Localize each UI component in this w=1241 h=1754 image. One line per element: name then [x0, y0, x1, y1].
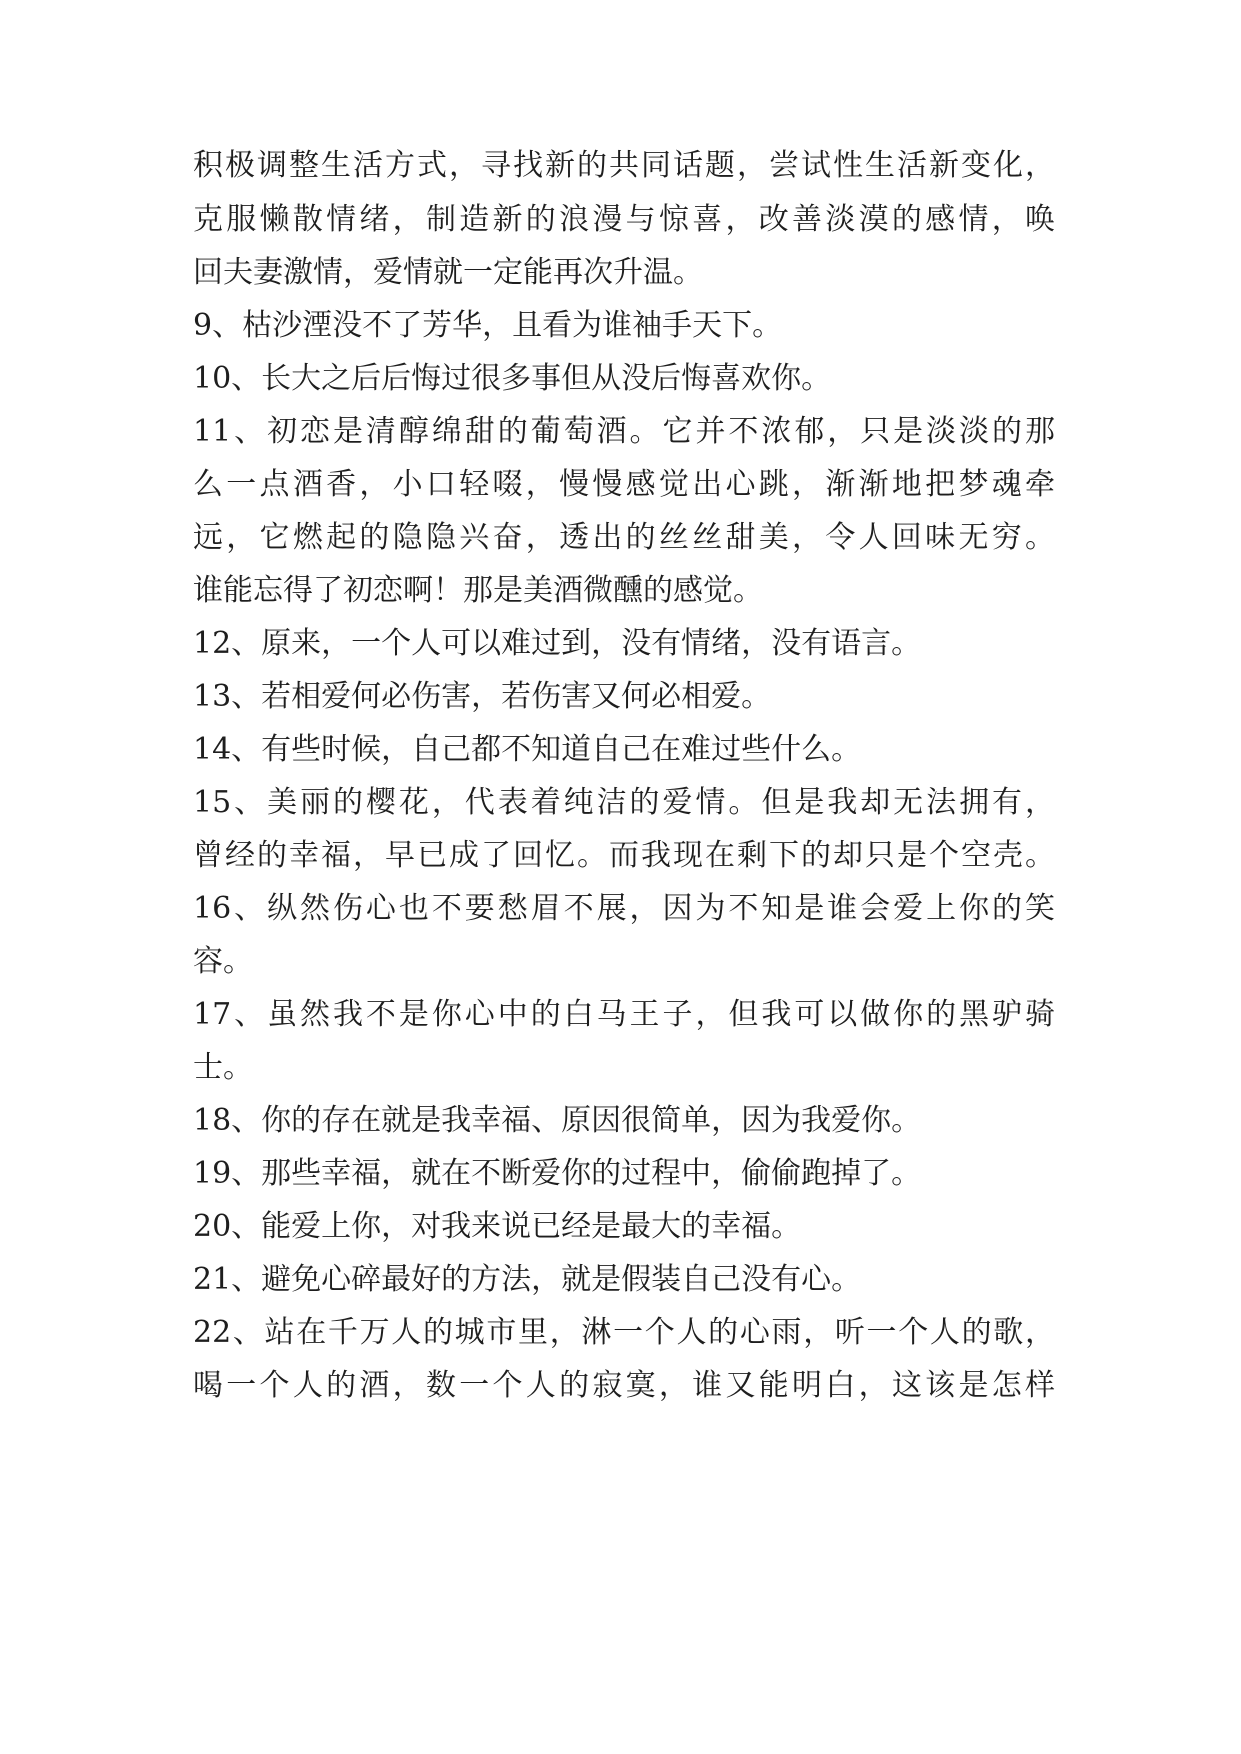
text-line: 19、那些幸福，就在不断爱你的过程中，偷偷跑掉了。	[193, 1156, 922, 1191]
text-line: 谁能忘得了初恋啊！那是美酒微醺的感觉。	[193, 573, 763, 608]
text-line: 22、站在千万人的城市里，淋一个人的心雨，听一个人的歌，	[193, 1315, 1055, 1350]
text-line: 积极调整生活方式，寻找新的共同话题，尝试性生活新变化，	[193, 148, 1055, 183]
text-line: 远，它燃起的隐隐兴奋，透出的丝丝甜美，令人回味无穷。	[193, 520, 1055, 555]
text-line: 喝一个人的酒，数一个人的寂寞，谁又能明白，这该是怎样	[193, 1368, 1055, 1403]
text-line: 容。	[193, 944, 253, 979]
text-line: 20、能爱上你，对我来说已经是最大的幸福。	[193, 1209, 802, 1244]
text-line: 么一点酒香，小口轻啜，慢慢感觉出心跳，渐渐地把梦魂牵	[193, 467, 1055, 502]
text-line: 18、你的存在就是我幸福、原因很简单，因为我爱你。	[193, 1103, 922, 1138]
text-line: 17、虽然我不是你心中的白马王子，但我可以做你的黑驴骑	[193, 997, 1055, 1032]
text-line: 回夫妻激情，爱情就一定能再次升温。	[193, 255, 703, 290]
text-line: 10、长大之后后悔过很多事但从没后悔喜欢你。	[193, 361, 832, 396]
text-line: 16、纵然伤心也不要愁眉不展，因为不知是谁会爱上你的笑	[193, 891, 1055, 926]
text-line: 曾经的幸福，早已成了回忆。而我现在剩下的却只是个空壳。	[193, 838, 1055, 873]
text-line: 14、有些时候，自己都不知道自己在难过些什么。	[193, 732, 862, 767]
text-line: 15、美丽的樱花，代表着纯洁的爱情。但是我却无法拥有，	[193, 785, 1055, 820]
text-line: 士。	[193, 1050, 253, 1085]
text-line: 13、若相爱何必伤害，若伤害又何必相爱。	[193, 679, 772, 714]
text-line: 12、原来，一个人可以难过到，没有情绪，没有语言。	[193, 626, 922, 661]
text-line: 11、初恋是清醇绵甜的葡萄酒。它并不浓郁，只是淡淡的那	[193, 414, 1055, 449]
text-line: 21、避免心碎最好的方法，就是假装自己没有心。	[193, 1262, 862, 1297]
text-line: 9、枯沙湮没不了芳华，且看为谁袖手天下。	[193, 308, 783, 343]
text-line: 克服懒散情绪，制造新的浪漫与惊喜，改善淡漠的感情，唤	[193, 202, 1055, 237]
